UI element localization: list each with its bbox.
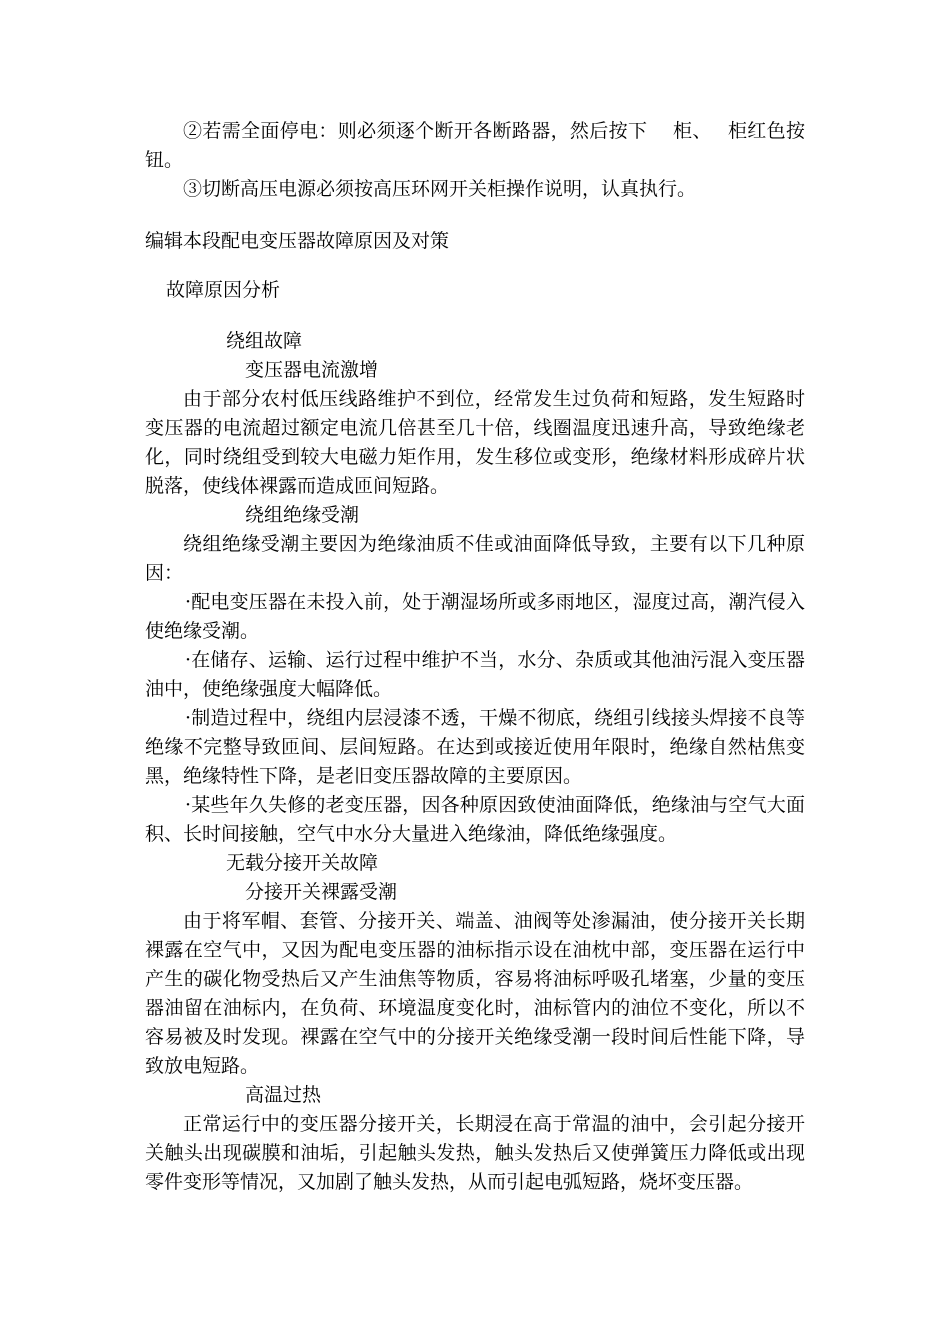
heading-exposed-damp: 分接开关裸露受潮 — [245, 881, 398, 903]
heading-current-surge: 变压器电流激增 — [245, 359, 379, 381]
overheat-paragraph: 正常运行中的变压器分接开关，长期浸在高于常温的油中，会引起分接开关触头出现碳膜和油垢，引起触头发热，触头发热后又使弹簧压力降低或出现零件变形等情况，又加剧了触头发热，从而引起电弧短路，烧坏变压器。 — [145, 1113, 805, 1193]
heading-winding-fault: 绕组故障 — [226, 330, 303, 352]
heading-insulation-damp: 绕组绝缘受潮 — [245, 504, 360, 526]
bullet-item: ·某些年久失修的老变压器，因各种原因致使油面降低，绝缘油与空气大面积、长时间接触，空气中水分大量进入绝缘油，降低绝缘强度。 — [145, 794, 805, 845]
insulation-damp-intro: 绕组绝缘受潮主要因为绝缘油质不佳或油面降低导致，主要有以下几种原因： — [145, 533, 805, 584]
subsection-title: 故障原因分析 — [166, 279, 281, 301]
heading-tap-switch-fault: 无载分接开关故障 — [226, 852, 379, 874]
step-3-paragraph: ③切断高压电源必须按高压环网开关柜操作说明，认真执行。 — [183, 178, 697, 200]
section-title: 编辑本段配电变压器故障原因及对策 — [145, 230, 450, 252]
current-surge-paragraph: 由于部分农村低压线路维护不到位，经常发生过负荷和短路，发生短路时变压器的电流超过额定电流几倍甚至几十倍，线圈温度迅速升高，导致绝缘老化，同时绕组受到较大电磁力矩作用，发生移位或变形，绝缘材料形成碎片状脱落，使线体裸露而造成匝间短路。 — [145, 388, 805, 497]
step-2-paragraph: ②若需全面停电：则必须逐个断开各断路器，然后按下 柜、 柜红色按钮。 — [145, 120, 805, 171]
exposed-damp-paragraph: 由于将军帽、套管、分接开关、端盖、油阀等处渗漏油，使分接开关长期裸露在空气中，又因为配电变压器的油标指示设在油枕中部，变压器在运行中产生的碳化物受热后又产生油焦等物质，容易将油标呼吸孔堵塞，少量的变压器油留在油标内，在负荷、环境温度变化时，油标管内的油位不变化，所以不容易被及时发现。裸露在空气中的分接开关绝缘受潮一段时间后性能下降，导致放电短路。 — [145, 910, 805, 1077]
heading-overheat: 高温过热 — [245, 1084, 322, 1106]
bullet-item: ·在储存、运输、运行过程中维护不当，水分、杂质或其他油污混入变压器油中，使绝缘强度大幅降低。 — [145, 649, 805, 700]
bullet-item: ·制造过程中，绕组内层浸漆不透，干燥不彻底，绕组引线接头焊接不良等绝缘不完整导致匝间、层间短路。在达到或接近使用年限时，绝缘自然枯焦变黑，绝缘特性下降，是老旧变压器故障的主要原因。 — [145, 707, 805, 787]
bullet-item: ·配电变压器在未投入前，处于潮湿场所或多雨地区，湿度过高，潮汽侵入使绝缘受潮。 — [145, 591, 805, 642]
